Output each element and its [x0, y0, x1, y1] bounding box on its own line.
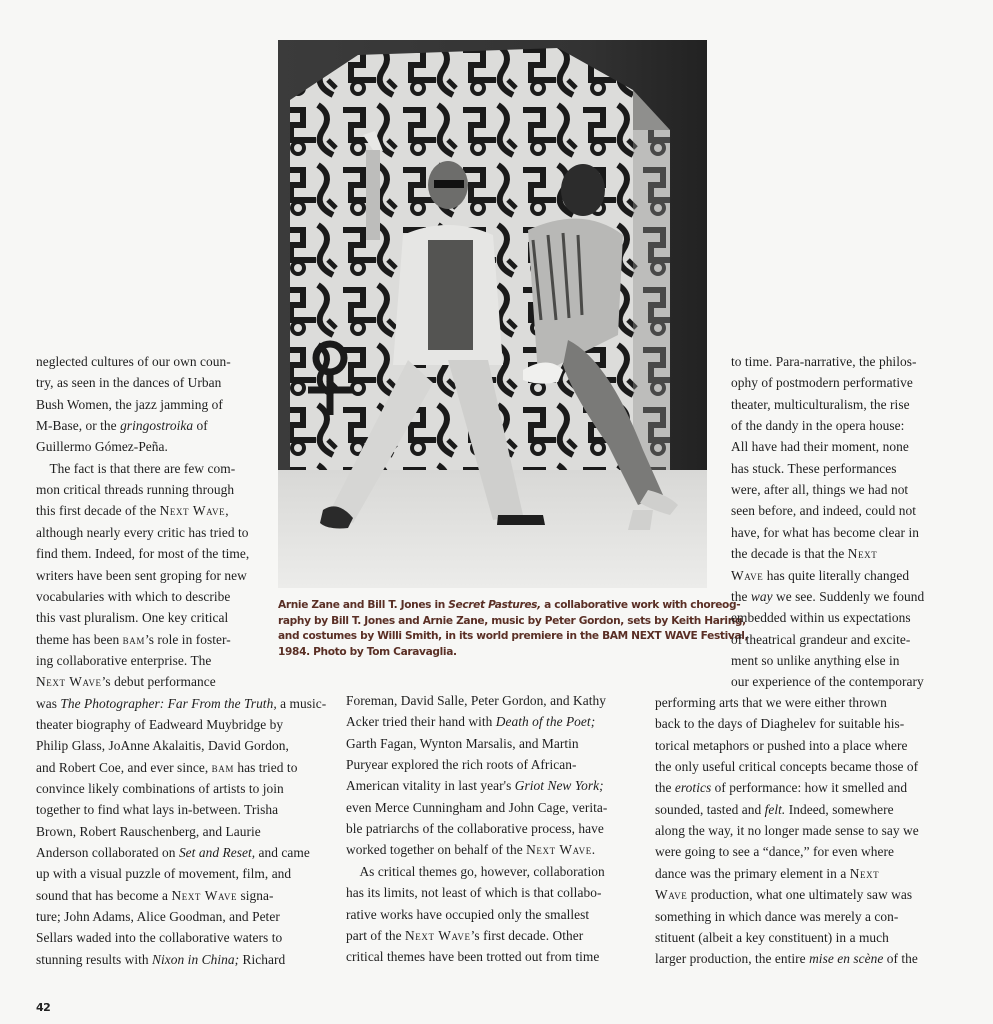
text-line	[731, 653, 900, 669]
italic-text: Secret Pastures,	[448, 599, 541, 611]
italic-text: gringostroika	[120, 418, 194, 434]
text-run: The fact is that there are few com-	[36, 460, 236, 476]
text-run: seen before, and indeed, could not	[731, 503, 917, 519]
text-line	[655, 802, 894, 818]
text-line	[655, 951, 918, 967]
text-line	[731, 674, 924, 690]
text-line	[36, 632, 231, 648]
text-run: neglected cultures of our own coun-	[36, 354, 231, 369]
text-line	[346, 928, 583, 944]
text-line	[731, 375, 913, 391]
italic-text: Griot New York;	[514, 778, 604, 794]
italic-text: Set and Reset,	[178, 845, 256, 861]
text-line	[655, 909, 898, 925]
text-run: ,	[225, 503, 229, 519]
small-caps-text: Next Wave	[404, 927, 471, 943]
text-line	[655, 844, 894, 860]
text-run: Indeed, somewhere	[785, 801, 894, 817]
small-caps-text: bam	[211, 759, 234, 775]
text-line	[346, 949, 599, 965]
small-caps-text: Next Wave	[526, 842, 592, 858]
text-line	[346, 714, 595, 730]
caption-line	[278, 598, 741, 614]
text-run: theater, multiculturalism, the rise	[731, 396, 910, 412]
text-line	[36, 930, 282, 946]
text-line	[655, 823, 919, 839]
text-line	[36, 824, 261, 840]
text-run: signa-	[237, 887, 274, 903]
text-line	[36, 589, 230, 605]
text-run: and came	[255, 845, 310, 861]
text-run: to time. Para-narrative, the philos-	[731, 354, 917, 369]
text-run: has tried to	[233, 759, 298, 775]
text-line	[731, 482, 908, 498]
text-run: critical themes have been trotted out from time	[346, 949, 600, 965]
text-run: a music-	[276, 695, 327, 711]
text-line	[655, 738, 908, 754]
small-caps-text: Next	[849, 865, 880, 881]
text-run: Sellars waded into the collaborative waters to	[36, 930, 283, 946]
text-run: of theatrical grandeur and excite-	[731, 631, 911, 647]
text-line	[36, 888, 274, 904]
text-run: ture; John Adams, Alice Goodman, and Peter	[36, 909, 280, 925]
text-run: larger production, the entire	[655, 951, 810, 967]
text-line	[655, 930, 889, 946]
text-line	[655, 887, 912, 903]
italic-text: mise en scène	[809, 951, 884, 967]
text-line	[36, 674, 216, 690]
text-line	[655, 866, 879, 882]
text-run: sound that has become a	[36, 887, 172, 903]
text-line	[731, 461, 897, 477]
caption-line	[278, 645, 718, 661]
text-line	[346, 842, 595, 858]
text-line	[36, 781, 284, 797]
italic-text: felt.	[764, 801, 786, 817]
small-caps-text: Next Wave	[159, 503, 226, 519]
text-line	[346, 778, 604, 794]
italic-text: Nixon in China;	[152, 951, 240, 967]
text-line	[731, 439, 909, 455]
text-run: dance was the primary element in a	[655, 865, 850, 881]
text-line	[731, 610, 911, 626]
text-run: our experience of the contemporary	[731, 674, 924, 690]
text-line	[36, 525, 249, 541]
text-run: this vast pluralism. One key critical	[36, 610, 229, 626]
small-caps-text: Next Wave	[171, 887, 238, 903]
text-line	[731, 418, 904, 434]
text-line	[36, 461, 235, 477]
italic-text: Death of the Poet;	[495, 714, 596, 730]
text-line	[36, 952, 285, 968]
text-line	[36, 354, 231, 370]
text-line	[36, 717, 283, 733]
text-run: has quite literally changed	[763, 567, 910, 583]
text-run: up with a visual puzzle of movement, film, and	[36, 866, 292, 882]
text-line	[731, 354, 917, 370]
text-run: ophy of postmodern performative	[731, 375, 913, 391]
text-run: something in which dance was merely a con-	[655, 908, 899, 924]
text-run: Brown, Robert Rauschenberg, and Laurie	[36, 823, 261, 839]
text-run: Guillermo Gómez-Peña.	[36, 439, 168, 455]
text-run: Richard	[239, 951, 286, 967]
small-caps-text: Wave	[731, 567, 764, 583]
text-line	[36, 653, 211, 669]
text-run: of	[193, 418, 208, 434]
text-line	[36, 845, 310, 861]
text-line	[731, 503, 916, 519]
text-line	[346, 757, 576, 773]
text-run: stunning results with	[36, 951, 153, 967]
text-line	[36, 610, 228, 626]
text-line	[731, 525, 919, 541]
text-run: rative works have occupied only the smallest	[346, 906, 590, 922]
text-line	[36, 375, 221, 391]
text-run: theater biography of Eadweard Muybridge by	[36, 716, 284, 732]
text-run: although nearly every critic has tried to	[36, 524, 249, 540]
text-run: together to find what lays in-between. Trisha	[36, 802, 279, 818]
text-run: ble patriarchs of the collaborative process, have	[346, 821, 604, 837]
text-run: along the way, it no longer made sense to say we	[655, 823, 919, 839]
text-run: All have had their moment, none	[731, 439, 909, 455]
text-run: Anderson collaborated on	[36, 845, 179, 861]
text-run: and Robert Coe, and ever since,	[36, 759, 212, 775]
text-run: ’s role in foster-	[144, 631, 231, 647]
text-run: back to the days of Diaghelev for suitable his-	[655, 716, 905, 732]
small-caps-text: Wave	[655, 887, 688, 903]
text-run: we see. Suddenly we found	[772, 588, 925, 604]
text-run: Philip Glass, JoAnne Akalaitis, David Gordon,	[36, 738, 289, 754]
text-run: the	[731, 588, 751, 604]
text-run: try, as seen in the dances of Urban	[36, 375, 222, 391]
text-line	[731, 632, 910, 648]
text-line	[346, 693, 606, 709]
page-number: 42	[36, 1001, 51, 1014]
text-run: .	[591, 842, 596, 858]
text-run: Foreman, David Salle, Peter Gordon, and Kathy	[346, 693, 606, 708]
text-line	[36, 909, 280, 925]
text-line	[346, 864, 605, 880]
text-run: M-Base, or the	[36, 418, 121, 434]
text-line	[36, 738, 289, 754]
small-caps-text: bam	[122, 631, 145, 647]
text-line	[655, 716, 904, 732]
text-run: Acker tried their hand with	[346, 714, 496, 730]
text-run: of the	[883, 951, 918, 967]
text-line	[36, 397, 223, 413]
text-run: find them. Indeed, for most of the time,	[36, 546, 250, 562]
text-run: has its limits, not least of which is that collabo-	[346, 885, 602, 901]
text-line	[655, 695, 887, 711]
text-run: were going to see a “dance,” for even where	[655, 844, 894, 860]
text-run: Bush Women, the jazz jamming of	[36, 396, 223, 412]
text-run: the	[655, 780, 675, 796]
text-run: Arnie Zane and Bill T. Jones in	[278, 599, 449, 611]
text-line	[36, 760, 297, 776]
text-run: have, for what has become clear in	[731, 524, 919, 540]
text-run: theme has been	[36, 631, 123, 647]
text-run: the decade is that the	[731, 546, 848, 562]
text-line	[655, 759, 918, 775]
text-run: American vitality in last year's	[346, 778, 515, 794]
photo-caption	[278, 598, 749, 660]
text-run: raphy by Bill T. Jones and Arnie Zane, music by Peter Gordon, sets by Keith Haring,	[278, 614, 746, 627]
italic-text: erotics	[674, 780, 712, 796]
text-line	[36, 568, 247, 584]
text-run: vocabularies with which to describe	[36, 588, 231, 604]
text-line	[346, 885, 601, 901]
text-run: mon critical threads running through	[36, 482, 235, 498]
italic-text: The Photographer: Far From the Truth,	[60, 695, 277, 711]
italic-text: way	[750, 588, 773, 604]
text-run: a collaborative work with choreog-	[540, 599, 741, 611]
text-run: production, what one ultimately saw was	[687, 887, 913, 903]
text-line	[731, 568, 909, 584]
text-line	[346, 736, 579, 752]
text-line	[36, 439, 168, 455]
text-line	[36, 546, 249, 562]
text-run: writers have been sent groping for new	[36, 567, 247, 583]
text-line	[36, 418, 208, 434]
text-run: even Merce Cunningham and John Cage, verita-	[346, 799, 608, 815]
text-run: the only useful critical concepts became those of	[655, 759, 919, 775]
photo-artwork	[278, 40, 707, 588]
text-run: performing arts that we were either thrown	[655, 695, 887, 710]
text-line	[346, 907, 589, 923]
text-run: were, after all, things we had not	[731, 482, 909, 498]
text-line	[731, 589, 924, 605]
text-line	[731, 397, 910, 413]
text-run: torical metaphors or pushed into a place where	[655, 737, 908, 753]
text-run: ment so unlike anything else in	[731, 652, 900, 668]
text-line	[36, 503, 229, 519]
text-line	[655, 780, 907, 796]
text-run: and costumes by Willi Smith, in its world premiere in the BAM NEXT WAVE Festival,	[278, 630, 749, 643]
text-run: 1984. Photo by Tom Caravaglia.	[278, 645, 457, 658]
text-run: Puryear explored the rich roots of African-	[346, 757, 577, 773]
text-line	[36, 866, 291, 882]
text-run: was	[36, 695, 61, 711]
text-run: has stuck. These performances	[731, 460, 897, 476]
text-run: sounded, tasted and	[655, 801, 765, 817]
text-run: stituent (albeit a key constituent) in a much	[655, 929, 889, 945]
text-run: worked together on behalf of the	[346, 842, 527, 858]
text-run: ing collaborative enterprise. The	[36, 652, 212, 668]
text-run: ’s first decade. Other	[470, 927, 584, 943]
text-line	[36, 696, 326, 712]
text-run: of performance: how it smelled and	[711, 780, 908, 796]
text-run: embedded within us expectations	[731, 610, 911, 626]
text-run: ’s debut performance	[101, 674, 216, 690]
small-caps-text: Next Wave	[36, 674, 102, 690]
caption-line	[278, 614, 746, 630]
text-run: this first decade of the	[36, 503, 160, 519]
text-line	[731, 546, 877, 562]
text-line	[36, 802, 278, 818]
text-run: of the dandy in the opera house:	[731, 418, 905, 434]
text-run: part of the	[346, 927, 405, 943]
text-line	[346, 821, 604, 837]
text-line	[36, 482, 234, 498]
text-run: As critical themes go, however, collaboration	[346, 863, 605, 879]
stage-photograph	[278, 40, 707, 588]
small-caps-text: Next	[847, 546, 878, 562]
text-run: convince likely combinations of artists to join	[36, 781, 284, 796]
caption-line	[278, 629, 749, 645]
text-run: Garth Fagan, Wynton Marsalis, and Martin	[346, 735, 579, 751]
text-line	[346, 800, 607, 816]
